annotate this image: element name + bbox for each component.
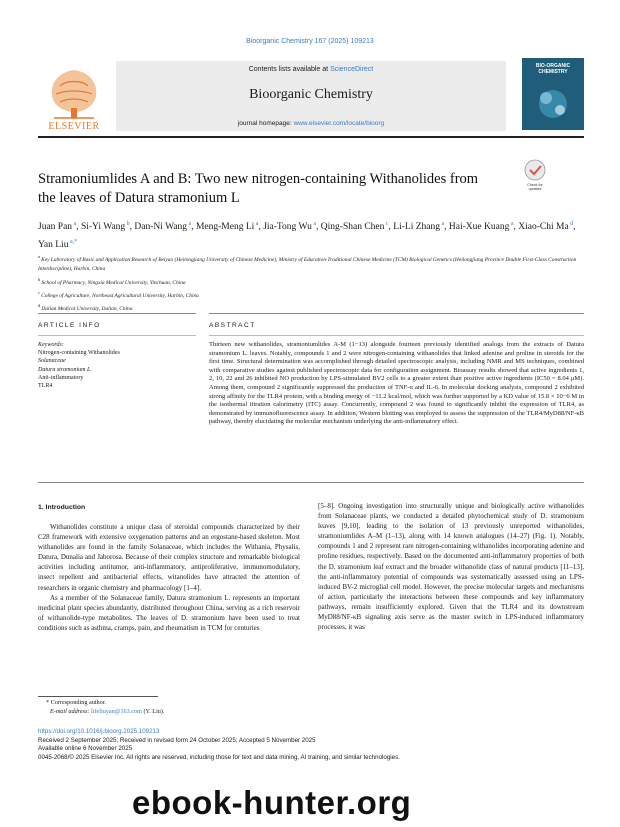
email-label: E-mail address:	[50, 707, 92, 715]
contents-prefix: Contents lists available at	[248, 66, 331, 73]
affiliation-marker: c	[38, 290, 42, 296]
affiliation	[38, 288, 584, 301]
author[interactable]	[134, 222, 191, 232]
svg-text:Check for: Check for	[527, 183, 543, 187]
svg-text:updates: updates	[528, 187, 542, 191]
affiliation-text: Dalian Medical University, Dalian, China	[41, 306, 133, 313]
keywords-heading: Keywords:	[38, 342, 64, 348]
author-affiliation-marker[interactable]: b	[125, 221, 130, 227]
journal-name: Bioorganic Chemistry	[249, 87, 373, 102]
author[interactable]	[518, 222, 573, 232]
check-for-updates-icon[interactable]	[520, 158, 550, 192]
article-info-heading: ARTICLE INFO	[38, 322, 101, 329]
author-affiliation-marker[interactable]: a	[509, 221, 514, 227]
author-affiliation-marker[interactable]: c	[384, 221, 389, 227]
author[interactable]	[321, 222, 389, 232]
body-column-right	[318, 501, 584, 632]
author-name[interactable]: Li-Li Zhang	[393, 222, 440, 233]
author[interactable]	[449, 222, 514, 232]
affiliation-text: School of Pharmacy, Ningxia Medical University, Yinchuan, China	[41, 279, 186, 286]
author-name[interactable]: Juan Pan	[38, 222, 73, 233]
received-dates: Received 2 September 2025; Received in revised form 24 October 2025; Accepted 5 November 2025	[38, 736, 316, 744]
author[interactable]	[263, 222, 316, 232]
copyright: 0045-2068/© 2025 Elsevier Inc. All rights are reserved, including those for text and data mining, AI training, and similar technologies.	[38, 753, 400, 761]
keyword-item: Solanaceae	[38, 358, 66, 365]
body-column-left	[38, 522, 300, 633]
author-name[interactable]: Xiao-Chi Ma	[518, 222, 569, 233]
affiliations	[38, 252, 584, 315]
affiliation-text: College of Agriculture, Northeast Agricultural University, Harbin, China	[41, 292, 199, 299]
author-name[interactable]: Jia-Tong Wu	[263, 222, 312, 233]
article-info-subrule	[38, 335, 196, 336]
author-affiliation-marker[interactable]: d	[568, 221, 574, 227]
affiliation-text: Key Laboratory of Basic and Application Research of Beiyao (Heilongjiang University of Chinese Medicine), Ministry of Education·Traditional Chinese Medicine (TCM) Biological Genetics (Heilongjiang Province Double First-Class Construction Interdiscipline), Harbin, China	[38, 256, 577, 273]
author-name[interactable]: Hai-Xue Kuang	[448, 222, 510, 233]
email-line	[38, 708, 338, 717]
journal-reference[interactable]: Bioorganic Chemistry 167 (2025) 109213	[246, 38, 374, 45]
abstract-bottom-rule	[38, 482, 584, 483]
cover-title: BIO-ORGANIC CHEMISTRY	[535, 63, 571, 75]
homepage-prefix: journal homepage:	[237, 120, 294, 127]
author-name[interactable]: Si-Yi Wang	[80, 222, 126, 233]
author-affiliation-marker[interactable]: a	[311, 221, 317, 227]
author-affiliation-marker[interactable]: a	[72, 221, 77, 227]
section-heading-introduction: 1. Introduction	[38, 504, 86, 511]
affiliation-marker: b	[38, 276, 42, 282]
corresponding-author-footnote	[38, 699, 338, 716]
paragraph: Withanolides constitute a unique class of steroidal compounds characterized by their C28 framework with extensive oxygenation patterns and an ergostane-based skeleton. Most withanolides are found in the family Solanaceae, which includes the Withania, Physalis, Datura, Dunalia and Jaborosa. Because of their complex structure and remarkable biological activities including antitumor, anti-inflammatory, antiproliferative, immunomodulatory, insect repellent and antibacterial effects, witanolides have attracted the attention of researchers in organic chemistry and pharmacology [1–4].	[38, 523, 300, 592]
sciencedirect-link[interactable]: ScienceDirect	[330, 66, 374, 73]
footnote-rule	[38, 696, 158, 697]
available-online: Available online 6 November 2025	[38, 745, 133, 753]
journal-header	[116, 61, 506, 131]
affiliation	[38, 275, 584, 288]
author[interactable]	[196, 222, 258, 232]
author-list: Juan Pan $^a$, Si-Yi Wang $^b$, Dan-Ni Wang $^a$, Meng-Meng Li $^a$, Jia-Tong Wu $^a$, Qing-Shan Chen $^c$, Li-Li Zhang $^a$, Hai-Xue Kuang $^a$, Xiao-Chi Ma $^d$, Yan Liu $^{a,*}$	[38, 221, 576, 251]
paragraph: [5–8]. Ongoing investigation into structurally unique and biologically active withanolides from Solanaceae plants, we conducted a detailed phytochemical study of D. stramonium leaves [9,10], leading to the isolation of 13 previously unreported withanolides, stramoniumlides A–M (1–13), along with 14 known analogues (14–27) (Fig. 1). Notably, compounds 1 and 2 represent rare nitrogen-containing withanolides incorporating adenine and proline residues, respectively. Based on the documented anti-inflammatory properties of both the D. stramonium leaf extract and the broader withanolide class of natural products [11–13], the anti-inflammatory potential of compounds was systematically assessed using an LPS-induced BV-2 microglial cell model. However, the precise molecular targets and mechanisms of action, particularly the interactions between these compounds and key inflammatory pathways, remain insufficiently explored. Given that the TLR4 and its downstream MyD88/NF-κB signaling axis serve as the master switch in LPS-induced inflammatory processes, it was	[318, 502, 584, 632]
abstract-rule	[209, 313, 584, 314]
doi-link[interactable]: https://doi.org/10.1016/j.bioorg.2025.109213	[38, 728, 160, 735]
keyword-item: Nitrogen-containing Withanolides	[38, 350, 120, 357]
author[interactable]	[38, 222, 76, 232]
author-name[interactable]: Meng-Meng Li	[195, 222, 255, 233]
publication-info	[38, 728, 584, 762]
abstract-subrule	[209, 335, 584, 336]
homepage-line	[116, 120, 506, 127]
contents-line	[116, 66, 506, 73]
keyword-item: Datura stramonium L.	[38, 366, 92, 373]
author-name[interactable]: Dan-Ni Wang	[134, 222, 188, 233]
email-suffix: (Y. Liu).	[141, 707, 165, 715]
author-affiliation-marker[interactable]: a	[440, 221, 445, 227]
author[interactable]	[38, 240, 77, 250]
article-info-rule	[38, 313, 196, 314]
corresponding-label: * Corresponding author.	[46, 699, 106, 706]
affiliation-marker: a	[38, 254, 42, 259]
author-affiliation-marker[interactable]: a,*	[68, 239, 78, 246]
email-link[interactable]: lifeliuyan@163.com	[91, 707, 142, 715]
author-affiliation-marker[interactable]: a	[254, 221, 259, 227]
author-affiliation-marker[interactable]: a	[187, 221, 192, 227]
header-divider	[38, 136, 584, 138]
watermark: ebook-hunter.org	[132, 784, 412, 821]
keywords-block	[38, 341, 196, 390]
affiliation	[38, 252, 584, 275]
keyword-item: TLR4	[38, 383, 53, 390]
article-title: Stramoniumlides A and B: Two new nitrogen-containing Withanolides from the leaves of Datura stramonium L	[38, 171, 479, 206]
author-name[interactable]: Yan Liu	[38, 240, 69, 251]
author[interactable]	[81, 222, 130, 232]
homepage-link[interactable]: www.elsevier.com/locate/bioorg	[293, 120, 385, 127]
paragraph: As a member of the Solanaceae family, Datura stramonium L. represents an important medicinal plant species abundantly, distributed throughout China, serving as a rich reservoir of withanolide-type metabolites. The leaves of D. stramonium have been used to treat conditions such as asthma, cramps, pain, and rheumatism in TCM for centuries	[38, 593, 300, 632]
author[interactable]	[393, 222, 444, 232]
publisher-name: ELSEVIER	[48, 121, 100, 132]
affiliation-marker: d	[38, 303, 42, 309]
author-name[interactable]: Qing-Shan Chen	[320, 222, 385, 233]
abstract-text: Thirteen new withanolides, stramoniumlides A-M (1−13) alongside fourteen previously identified analogs from the extracts of Datura stramonium L. leaves. Notably, compounds 1 and 2 were nitrogen-containing withanolides that linked adenine and proline in steroids for the first time. Structural determination was accomplished through detailed spectroscopic analysis, including NMR and MS techniques, combined with comparative studies against published spectroscopic data for configuration assignment. Bioassay results showed that active ingredients 1, 2, 10, 22 and 26 inhibited NO production by LPS-stimulated BV2 cells to a greater extent than positive active ingredients (IC50 = 8.04 μM). Among them, compound 2 significantly suppressed the production of TNF-α and IL-6. In molecular docking analysis, compound 2 exhibited strong affinity for the TLR4 protein, with a binding energy of −11.2 kcal/mol, which was further supported by a KD value of 15.8 × 10−6 M in the isothermal titration calorimetry (ITC) assay. Concurrently, compound 2 was found to significantly inhibit the expression of TLR4, as demonstrated by immunofluorescence assay. In addition, Western blotting was employed to assess the suppression of the TLR4/MyD88/NF-κB pathway, thereby elucidating the molecular mechanism underlying the anti-inflammatory effect.	[209, 341, 584, 426]
keyword-item: Anti-inflammatory	[38, 374, 84, 381]
abstract-heading: ABSTRACT	[209, 322, 256, 329]
